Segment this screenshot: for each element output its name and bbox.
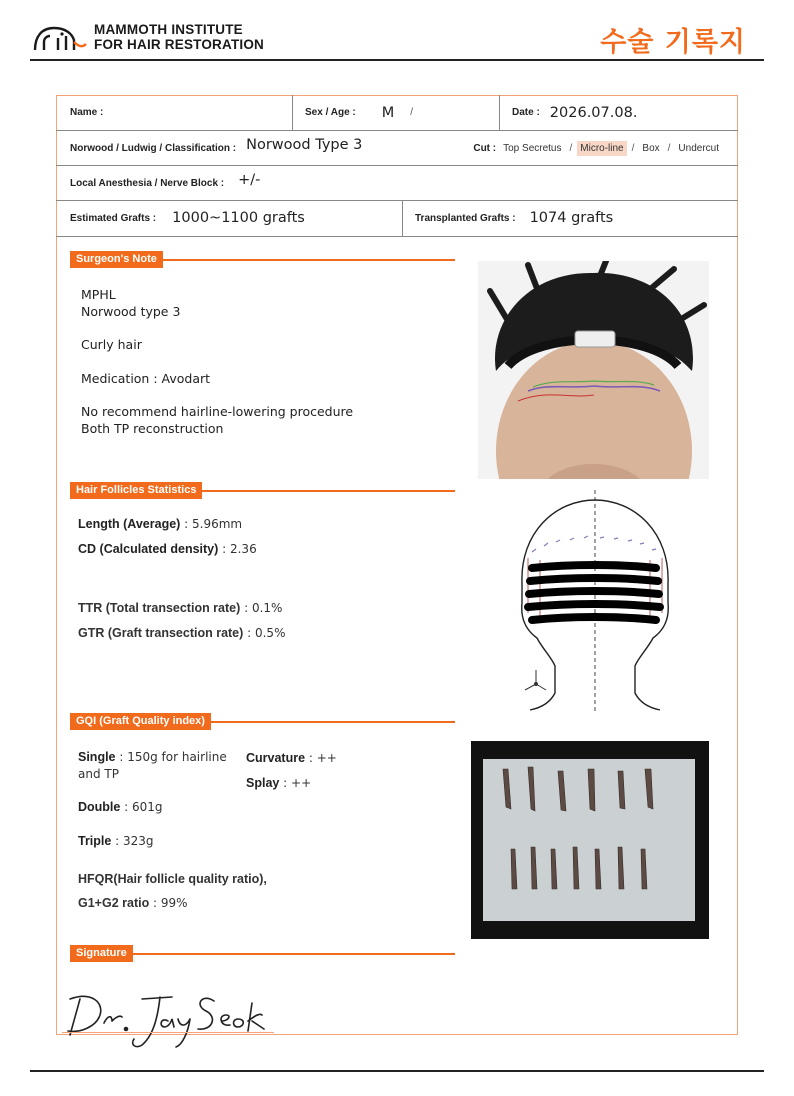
section-signature xyxy=(70,945,455,963)
cut-option-undercut[interactable]: Undercut xyxy=(678,142,719,154)
document-title: 수술 기록지 xyxy=(600,27,746,58)
stat-cd-label: CD (Calculated density) xyxy=(78,542,219,556)
gqi-double-label: Double xyxy=(78,800,121,814)
stat-length-label: Length (Average) xyxy=(78,517,181,531)
signature-line xyxy=(62,1032,274,1033)
gqi-curvature xyxy=(246,751,337,765)
note-line: No recommend hairline-lowering procedure xyxy=(81,404,354,419)
estimated-grafts-field[interactable]: 1000~1100 grafts xyxy=(172,209,305,226)
gqi-splay-value: : ++ xyxy=(279,776,312,790)
section-title: GQI (Graft Quality index) xyxy=(70,713,211,730)
slash: / xyxy=(569,142,573,154)
form-row-anesthesia xyxy=(56,166,738,201)
divider xyxy=(402,201,403,236)
graft-monitor-photo xyxy=(471,741,709,939)
transplanted-grafts-cell xyxy=(415,201,613,236)
mammoth-logo-icon xyxy=(32,22,88,54)
gqi-single-value: : 150g for hairline xyxy=(115,750,227,764)
gqi-triple-value: : 323g xyxy=(111,834,154,848)
section-surgeons-note xyxy=(70,251,455,269)
grafts-on-screen xyxy=(483,759,695,921)
gqi-single-label: Single xyxy=(78,750,116,764)
stat-gtr-label: GTR (Graft transection rate) xyxy=(78,626,244,640)
doctor-signature xyxy=(62,985,277,1055)
name-cell xyxy=(70,95,111,130)
divider xyxy=(499,95,500,130)
stat-gtr-value: : 0.5% xyxy=(243,626,286,640)
cut-option-top-secretus[interactable]: Top Secretus xyxy=(503,142,562,154)
note-line: MPHL xyxy=(81,287,116,302)
logo-line-2: FOR HAIR RESTORATION xyxy=(94,37,265,52)
date-label: Date : xyxy=(512,107,540,118)
stat-cd xyxy=(78,542,257,556)
note-line: Medication : Avodart xyxy=(81,371,211,386)
gqi-curvature-value: : ++ xyxy=(305,751,337,765)
stat-length-value: : 5.96mm xyxy=(180,517,243,531)
stat-cd-value: : 2.36 xyxy=(218,542,257,556)
section-gqi xyxy=(70,713,455,731)
cut-label: Cut : xyxy=(473,142,497,154)
estimated-grafts-label: Estimated Grafts : xyxy=(70,213,157,224)
logo-line-1: MAMMOTH INSTITUTE xyxy=(94,22,243,37)
anesthesia-label: Local Anesthesia / Nerve Block : xyxy=(70,177,225,189)
classification-label: Norwood / Ludwig / Classification : xyxy=(70,142,237,154)
cut-option-micro-line[interactable]: Micro-line xyxy=(577,141,626,156)
sex-age-label: Sex / Age : xyxy=(305,107,356,118)
date-cell xyxy=(512,95,637,130)
gqi-triple-label: Triple xyxy=(78,834,112,848)
section-title: Signature xyxy=(70,945,133,962)
section-title: Surgeon's Note xyxy=(70,251,163,268)
section-title: Hair Follicles Statistics xyxy=(70,482,202,499)
form-row-classification xyxy=(56,131,738,166)
stat-gtr xyxy=(78,626,285,640)
transplanted-grafts-label: Transplanted Grafts : xyxy=(415,213,516,224)
cut-option-box[interactable]: Box xyxy=(642,142,660,154)
stat-length xyxy=(78,517,242,531)
classification-field[interactable]: Norwood Type 3 xyxy=(246,137,363,153)
divider xyxy=(292,95,293,130)
gqi-single-value-2: and TP xyxy=(78,767,119,781)
sex-field[interactable]: M xyxy=(381,104,395,121)
patient-head-photo xyxy=(478,261,709,479)
estimated-grafts-cell xyxy=(70,201,305,236)
note-line: Curly hair xyxy=(81,337,142,352)
slash: / xyxy=(631,142,635,154)
sex-age-cell xyxy=(305,95,413,130)
gqi-g1g2-label: G1+G2 ratio xyxy=(78,896,150,910)
anesthesia-cell xyxy=(70,166,260,200)
form-row-name xyxy=(56,95,738,131)
note-line: Both TP reconstruction xyxy=(81,421,224,436)
stat-ttr-label: TTR (Total transection rate) xyxy=(78,601,241,615)
stat-ttr-value: : 0.1% xyxy=(240,601,283,615)
gqi-hfqr-label: HFQR(Hair follicle quality ratio), xyxy=(78,872,267,886)
gqi-g1g2 xyxy=(78,896,188,910)
gqi-single xyxy=(78,750,227,764)
classification-cell xyxy=(70,131,362,165)
name-label: Name : xyxy=(70,107,104,118)
anesthesia-field[interactable]: +/- xyxy=(238,172,261,188)
note-line: Norwood type 3 xyxy=(81,304,181,319)
gqi-double xyxy=(78,800,163,814)
gqi-double-value: : 601g xyxy=(120,800,163,814)
cut-options xyxy=(473,131,722,165)
age-separator: / xyxy=(410,107,414,118)
logo-text xyxy=(94,22,264,52)
gqi-splay-label: Splay xyxy=(246,776,280,790)
gqi-splay xyxy=(246,776,311,790)
gqi-curvature-label: Curvature xyxy=(246,751,306,765)
monitor-screen xyxy=(483,759,695,921)
gqi-triple xyxy=(78,834,154,848)
section-hair-follicles-statistics xyxy=(70,482,455,500)
footer-rule xyxy=(30,1070,764,1072)
transplanted-grafts-field[interactable]: 1074 grafts xyxy=(529,209,614,226)
slash: / xyxy=(667,142,671,154)
donor-area-diagram xyxy=(510,488,680,713)
patient-head-illustration xyxy=(478,261,709,479)
date-field[interactable]: 2026.07.08. xyxy=(549,104,638,121)
gqi-g1g2-value: : 99% xyxy=(149,896,188,910)
document-header xyxy=(30,14,764,61)
gqi-hfqr xyxy=(78,872,267,886)
gqi-single-cont xyxy=(78,767,119,781)
stat-ttr xyxy=(78,601,282,615)
form-row-grafts xyxy=(56,201,738,237)
